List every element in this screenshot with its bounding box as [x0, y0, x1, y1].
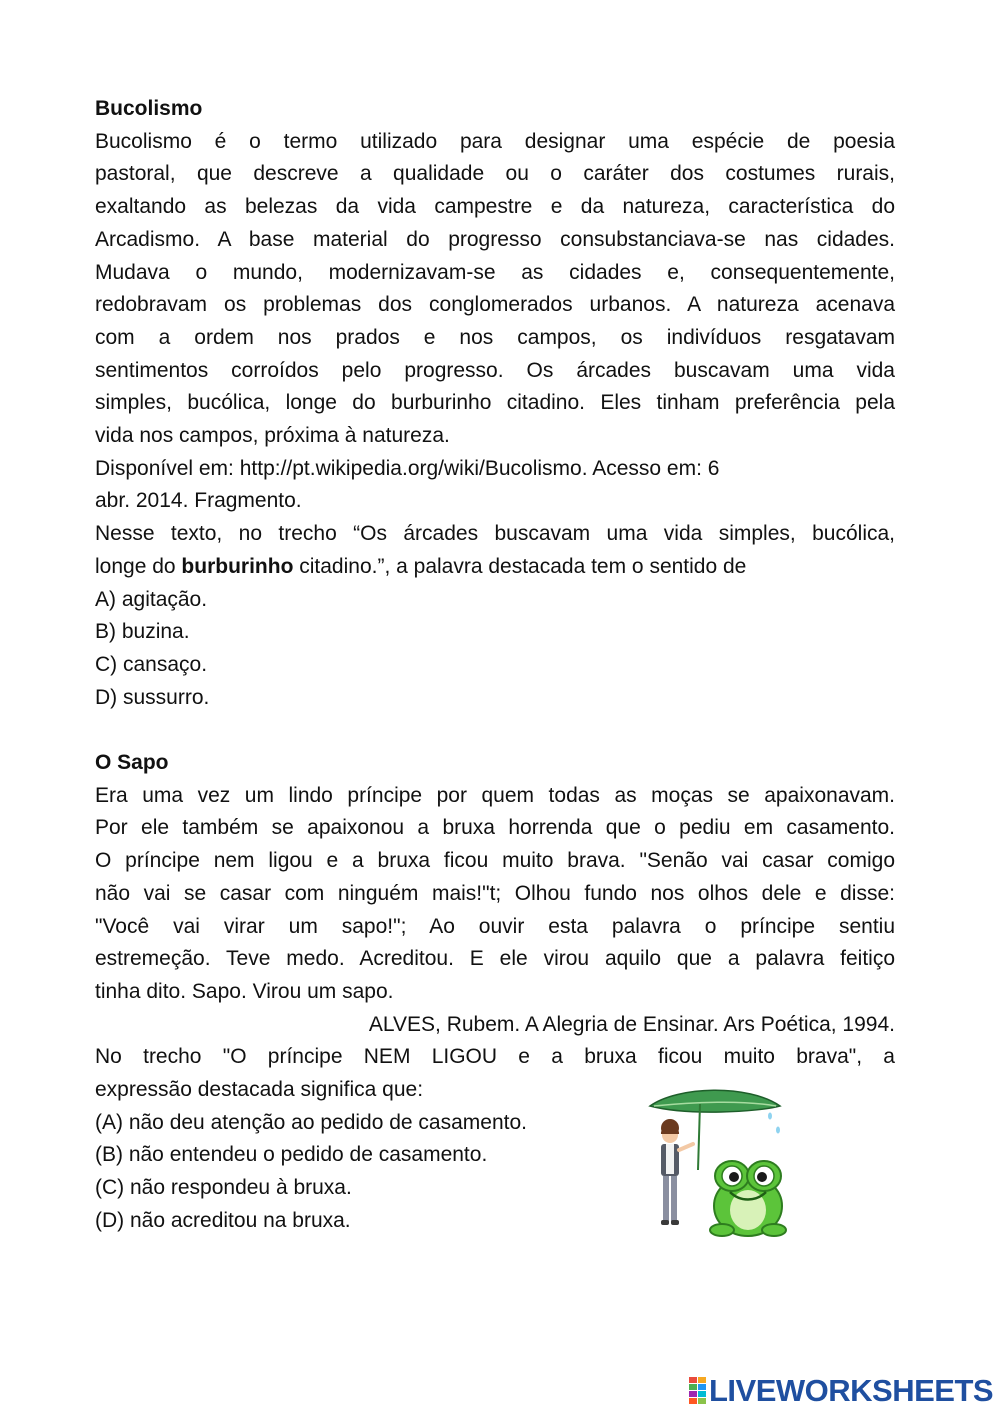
paragraph-line: tinha dito. Sapo. Virou um sapo.	[95, 979, 394, 1003]
question-1-prompt	[95, 551, 895, 584]
prompt-text: citadino.”, a palavra destacada tem o sentido de	[293, 554, 747, 578]
leaf-umbrella	[650, 1090, 780, 1112]
heading-bucolismo: Bucolismo	[95, 97, 203, 120]
source-citation: Disponível em: http://pt.wikipedia.org/wiki/Bucolismo. Acesso em: 6	[95, 456, 720, 480]
highlighted-word: burburinho	[181, 554, 294, 578]
paragraph-line: Bucolismo é o termo utilizado para designar uma espécie de poesia	[95, 129, 895, 153]
paragraph-line: "Você vai virar um sapo!"; Ao ouvir esta palavra o príncipe sentiu	[95, 914, 895, 938]
answer-option-a[interactable]: A) agitação.	[95, 587, 208, 611]
brand-name: LIVEWORKSHEETS	[709, 1373, 994, 1408]
paragraph-line: com a ordem nos prados e nos campos, os indivíduos resgatavam	[95, 325, 895, 349]
answer-option-c[interactable]: C) cansaço.	[95, 652, 208, 676]
source-citation: ALVES, Rubem. A Alegria de Ensinar. Ars Poética, 1994.	[368, 1012, 895, 1036]
girl-figure	[661, 1119, 693, 1225]
paragraph-line: exaltando as belezas da vida campestre e da natureza, característica do	[95, 195, 895, 219]
liveworksheets-watermark	[689, 1374, 993, 1408]
paragraph-line: sentimentos corroídos pelo progresso. Os árcades buscavam uma vida	[95, 358, 895, 382]
question-2-prompt: expressão destacada significa que:	[95, 1078, 424, 1102]
paragraph-line: estremeção. Teve medo. Acreditou. E ele virou aquilo que a palavra feitiço	[95, 947, 895, 971]
question-2-prompt: No trecho "O príncipe NEM LIGOU e a bruxa ficou muito brava", a	[95, 1045, 895, 1069]
paragraph-line: pastoral, que descreve a qualidade ou o caráter dos costumes rurais,	[95, 162, 895, 186]
heading-o-sapo: O Sapo	[95, 751, 169, 775]
paragraph-line: não vai se casar com ninguém mais!"t; Olhou fundo nos olhos dele e disse:	[95, 881, 895, 905]
paragraph-line: redobravam os problemas dos conglomerados urbanos. A natureza acenava	[95, 293, 895, 317]
question-1-prompt: Nesse texto, no trecho “Os árcades buscavam uma vida simples, bucólica,	[95, 522, 895, 546]
frog-girl-illustration	[648, 1088, 788, 1238]
paragraph-line: vida nos campos, próxima à natureza.	[95, 424, 450, 448]
paragraph-line: O príncipe nem ligou e a bruxa ficou muito brava. "Senão vai casar comigo	[95, 849, 895, 873]
spacer	[95, 714, 895, 747]
paragraph-line: Arcadismo. A base material do progresso consubstanciava-se nas cidades.	[95, 227, 895, 251]
answer-option-a[interactable]: (A) não deu atenção ao pedido de casamento.	[95, 1110, 527, 1134]
paragraph-line: Mudava o mundo, modernizavam-se as cidades e, consequentemente,	[95, 260, 895, 284]
paragraph-line: Era uma vez um lindo príncipe por quem todas as moças se apaixonavam.	[95, 783, 895, 807]
answer-option-d[interactable]: D) sussurro.	[95, 685, 210, 709]
source-citation: abr. 2014. Fragmento.	[95, 489, 302, 513]
answer-option-b[interactable]: (B) não entendeu o pedido de casamento.	[95, 1143, 488, 1167]
liveworksheets-logo-icon	[689, 1377, 707, 1405]
answer-option-b[interactable]: B) buzina.	[95, 620, 190, 644]
paragraph-line: Por ele também se apaixonou a bruxa horrenda que o pediu em casamento.	[95, 816, 895, 840]
prompt-text: longe do	[95, 554, 182, 578]
frog-figure	[710, 1161, 786, 1236]
answer-option-d[interactable]: (D) não acreditou na bruxa.	[95, 1208, 351, 1232]
answer-option-c[interactable]: (C) não respondeu à bruxa.	[95, 1176, 352, 1200]
worksheet-page	[95, 93, 895, 1238]
paragraph-line: simples, bucólica, longe do burburinho citadino. Eles tinham preferência pela	[95, 391, 895, 415]
